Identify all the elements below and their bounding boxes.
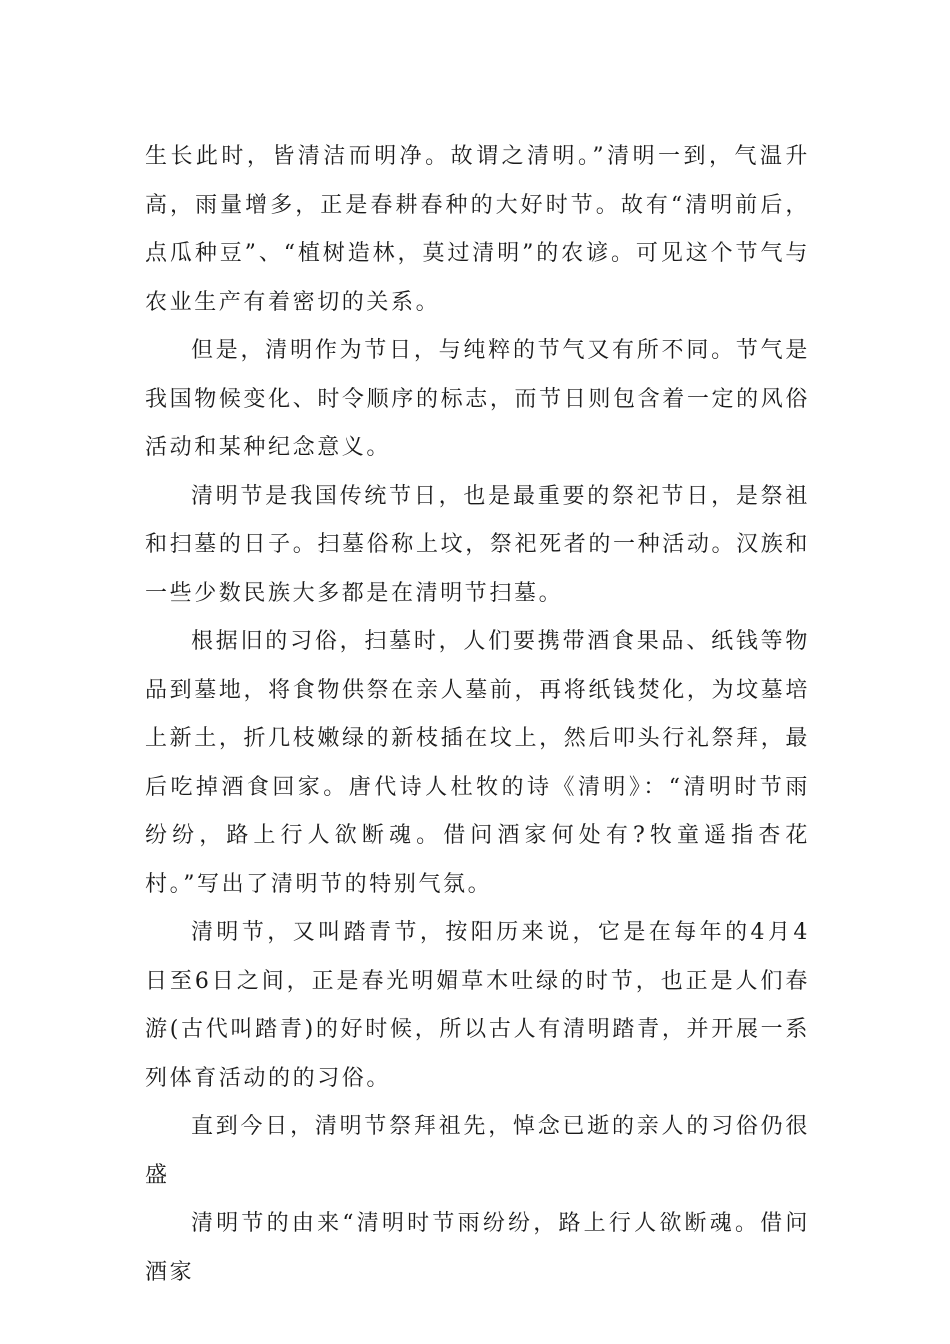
paragraph-1: 生长此时，皆清洁而明净。故谓之清明。”清明一到，气温升高，雨量增多，正是春耕春种的大好时节。故有“清明前后，点瓜种豆”、“植树造林，莫过清明”的农谚。可见这个节气与农业生产有着密切的关系。 — [145, 144, 810, 315]
paragraph-6: 直到今日，清明节祭拜祖先，悼念已逝的亲人的习俗仍很盛 — [145, 1114, 810, 1188]
paragraph-4: 根据旧的习俗，扫墓时，人们要携带酒食果品、纸钱等物品到墓地，将食物供祭在亲人墓前，再将纸钱焚化，为坟墓培上新土，折几枝嫩绿的新枝插在坟上，然后叩头行礼祭拜，最后吃掉酒食回家。唐代诗人杜牧的诗《清明》：“清明时节雨纷纷，路上行人欲断魂。借问酒家何处有?牧童遥指杏花村。”写出了清明节的特别气氛。 — [145, 629, 810, 897]
paragraph-5: 清明节，又叫踏青节，按阳历来说，它是在每年的4月4日至6日之间，正是春光明媚草木吐绿的时节，也正是人们春游(古代叫踏青)的好时候，所以古人有清明踏青，并开展一系列体育活动的的习俗。 — [145, 920, 810, 1091]
document-body — [145, 133, 810, 1297]
paragraph-3: 清明节是我国传统节日，也是最重要的祭祀节日，是祭祖和扫墓的日子。扫墓俗称上坟，祭祀死者的一种活动。汉族和一些少数民族大多都是在清明节扫墓。 — [145, 483, 810, 606]
paragraph-2: 但是，清明作为节日，与纯粹的节气又有所不同。节气是我国物候变化、时令顺序的标志，而节日则包含着一定的风俗活动和某种纪念意义。 — [145, 338, 810, 460]
paragraph-7: 清明节的由来“清明时节雨纷纷，路上行人欲断魂。借问酒家 — [145, 1211, 810, 1285]
